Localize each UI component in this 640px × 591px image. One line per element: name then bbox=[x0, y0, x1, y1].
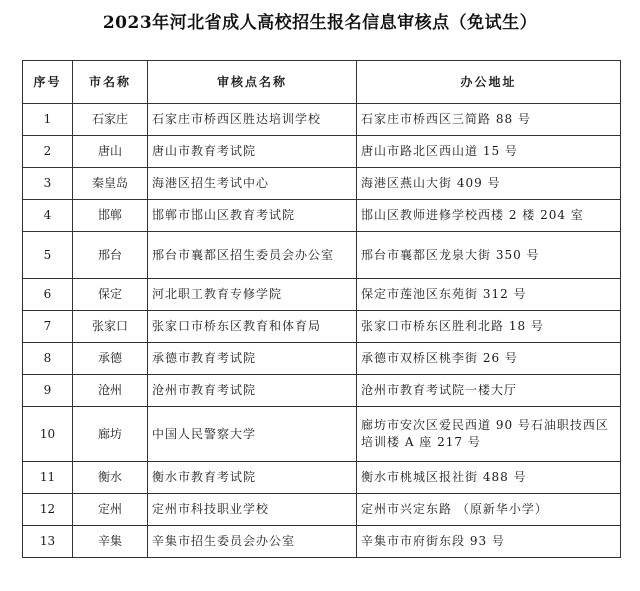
header-row bbox=[23, 61, 621, 104]
row-address: 邢台市襄都区龙泉大街 350 号 bbox=[357, 232, 621, 279]
row-no: 12 bbox=[23, 494, 73, 526]
row-address: 石家庄市桥西区三简路 88 号 bbox=[357, 104, 621, 136]
row-point: 辛集市招生委员会办公室 bbox=[148, 526, 357, 558]
row-city: 张家口 bbox=[73, 311, 148, 343]
row-point: 沧州市教育考试院 bbox=[148, 375, 357, 407]
header-point: 审核点名称 bbox=[148, 61, 357, 104]
row-point: 中国人民警察大学 bbox=[148, 407, 357, 462]
table-row bbox=[23, 311, 621, 343]
row-no: 2 bbox=[23, 136, 73, 168]
row-point: 邯郸市邯山区教育考试院 bbox=[148, 200, 357, 232]
row-city: 邢台 bbox=[73, 232, 148, 279]
table-row bbox=[23, 279, 621, 311]
table-body bbox=[23, 104, 621, 558]
row-city: 承德 bbox=[73, 343, 148, 375]
row-point: 石家庄市桥西区胜达培训学校 bbox=[148, 104, 357, 136]
row-city: 石家庄 bbox=[73, 104, 148, 136]
row-address: 邯山区教师进修学校西楼 2 楼 204 室 bbox=[357, 200, 621, 232]
row-city: 定州 bbox=[73, 494, 148, 526]
row-no: 9 bbox=[23, 375, 73, 407]
row-address: 承德市双桥区桃李街 26 号 bbox=[357, 343, 621, 375]
row-address: 张家口市桥东区胜利北路 18 号 bbox=[357, 311, 621, 343]
row-no: 4 bbox=[23, 200, 73, 232]
table-row bbox=[23, 494, 621, 526]
table-row bbox=[23, 375, 621, 407]
row-city: 衡水 bbox=[73, 462, 148, 494]
row-point: 张家口市桥东区教育和体育局 bbox=[148, 311, 357, 343]
row-point: 唐山市教育考试院 bbox=[148, 136, 357, 168]
review-points-table bbox=[22, 60, 621, 558]
row-address: 唐山市路北区西山道 15 号 bbox=[357, 136, 621, 168]
row-address: 海港区燕山大街 409 号 bbox=[357, 168, 621, 200]
row-address: 沧州市教育考试院一楼大厅 bbox=[357, 375, 621, 407]
row-no: 8 bbox=[23, 343, 73, 375]
row-point: 邢台市襄都区招生委员会办公室 bbox=[148, 232, 357, 279]
row-no: 13 bbox=[23, 526, 73, 558]
table-row bbox=[23, 136, 621, 168]
row-city: 邯郸 bbox=[73, 200, 148, 232]
row-point: 承德市教育考试院 bbox=[148, 343, 357, 375]
table-row bbox=[23, 462, 621, 494]
row-address: 廊坊市安次区爱民西道 90 号石油职技西区培训楼 A 座 217 号 bbox=[357, 407, 621, 462]
table-header bbox=[23, 61, 621, 104]
row-address: 定州市兴定东路 （原新华小学） bbox=[357, 494, 621, 526]
row-city: 沧州 bbox=[73, 375, 148, 407]
page-title: 2023年河北省成人高校招生报名信息审核点（免试生） bbox=[102, 13, 538, 33]
row-point: 河北职工教育专修学院 bbox=[148, 279, 357, 311]
row-address: 辛集市市府街东段 93 号 bbox=[357, 526, 621, 558]
row-no: 5 bbox=[23, 232, 73, 279]
row-no: 10 bbox=[23, 407, 73, 462]
table-row bbox=[23, 168, 621, 200]
row-address: 保定市莲池区东苑街 312 号 bbox=[357, 279, 621, 311]
table-row bbox=[23, 104, 621, 136]
row-point: 定州市科技职业学校 bbox=[148, 494, 357, 526]
table-row bbox=[23, 526, 621, 558]
header-city: 市名称 bbox=[73, 61, 148, 104]
row-address: 衡水市桃城区报社街 488 号 bbox=[357, 462, 621, 494]
table-row bbox=[23, 407, 621, 462]
row-no: 1 bbox=[23, 104, 73, 136]
row-city: 秦皇岛 bbox=[73, 168, 148, 200]
table-row bbox=[23, 343, 621, 375]
row-point: 海港区招生考试中心 bbox=[148, 168, 357, 200]
header-address: 办公地址 bbox=[357, 61, 621, 104]
row-no: 6 bbox=[23, 279, 73, 311]
row-point: 衡水市教育考试院 bbox=[148, 462, 357, 494]
header-no: 序号 bbox=[23, 61, 73, 104]
table-row bbox=[23, 232, 621, 279]
row-no: 7 bbox=[23, 311, 73, 343]
row-city: 廊坊 bbox=[73, 407, 148, 462]
table-row bbox=[23, 200, 621, 232]
row-city: 辛集 bbox=[73, 526, 148, 558]
row-no: 11 bbox=[23, 462, 73, 494]
row-no: 3 bbox=[23, 168, 73, 200]
row-city: 保定 bbox=[73, 279, 148, 311]
row-city: 唐山 bbox=[73, 136, 148, 168]
